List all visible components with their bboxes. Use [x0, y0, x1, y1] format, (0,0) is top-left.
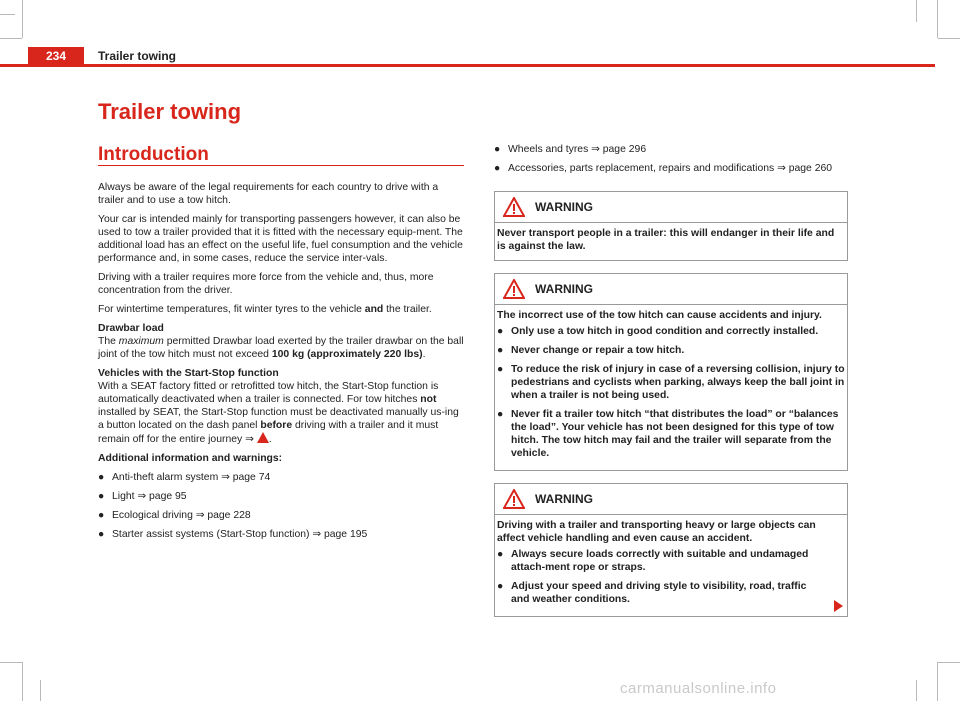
crop-mark: [0, 38, 22, 39]
crop-mark: [40, 680, 41, 701]
bullet-icon: ●: [497, 549, 504, 560]
list-item: ● Adjust your speed and driving style to visibility, road, traffic and weather conditions.: [497, 581, 807, 605]
crop-mark: [937, 662, 938, 701]
bullet-icon: ●: [98, 472, 105, 483]
warning-body: Never transport people in a trailer: this will endanger in their life and is against the law.: [497, 228, 835, 252]
paragraph: For wintertime temperatures, fit winter tyres to the vehicle and the trailer.: [98, 304, 432, 315]
list-item: [98, 471, 464, 484]
paragraph: The maximum permitted Drawbar load exerted by the trailer drawbar on the ball joint of the tow hitch must not exceed 100 kg (approximately 220 lbs).: [98, 336, 464, 360]
page-number: 234: [45, 49, 67, 63]
list-item: [98, 509, 464, 522]
section-rule: [98, 165, 464, 166]
subheading-start-stop: Vehicles with the Start-Stop function: [98, 368, 279, 379]
list-item: ● Never fit a trailer tow hitch “that distributes the load” or “balances the load”. Your vehicle has not been designed for this type of tow hitch. The tow hitch may fail and the trailer will separate from the vehicle.: [497, 409, 839, 459]
warning-title: WARNING: [535, 281, 593, 296]
warning-box: [494, 273, 848, 471]
list-item: ● Only use a tow hitch in good condition and correctly installed.: [497, 326, 819, 337]
warning-header: [495, 274, 847, 305]
crop-mark: [916, 0, 917, 22]
paragraph: Driving with a trailer requires more force from the vehicle and, thus, more concentration from the driver.: [98, 272, 434, 296]
crop-mark: [22, 662, 23, 701]
list-item: ● Never change or repair a tow hitch.: [497, 345, 685, 356]
cross-reference-link[interactable]: Ecological driving ⇒ page 228: [112, 510, 251, 521]
bullet-icon: ●: [494, 144, 501, 155]
list-item: [494, 162, 848, 175]
bullet-icon: ●: [497, 364, 504, 375]
paragraph: Your car is intended mainly for transporting passengers however, it can also be used to tow a trailer provided that it is fitted with the necessary equip-ment. The additional load has an effect on the useful life, fuel consumption and the vehicle performance and, in some cases, reduce the service inter-vals.: [98, 214, 463, 264]
bullet-icon: ●: [497, 345, 504, 356]
watermark: carmanualsonline.info: [620, 680, 777, 697]
warning-box: [494, 483, 848, 617]
header-rule: [0, 64, 935, 67]
section-title: Introduction: [98, 144, 209, 165]
warning-triangle-icon[interactable]: [257, 432, 269, 443]
cross-reference-link[interactable]: Starter assist systems (Start-Stop function) ⇒ page 195: [112, 529, 368, 540]
warning-triangle-icon: [503, 489, 525, 509]
subheading-drawbar: Drawbar load: [98, 323, 164, 334]
cross-reference-link[interactable]: Light ⇒ page 95: [112, 491, 187, 502]
left-column: [98, 181, 464, 547]
crop-mark: [916, 680, 917, 701]
warning-body: Driving with a trailer and transporting heavy or large objects can affect vehicle handling and even cause an accident. ● Always secure loads correctly with suitable and undamaged attach-ment rope or straps. ● Adjust your speed and driving style to visibility, road, traffic and weather conditions.: [495, 515, 847, 616]
warning-title: WARNING: [535, 491, 593, 506]
bullet-icon: ●: [494, 163, 501, 174]
warning-triangle-icon: [503, 197, 525, 217]
warning-header: [495, 484, 847, 515]
paragraph: With a SEAT factory fitted or retrofitted tow hitch, the Start-Stop function is automatically deactivated when a trailer is connected. For tow hitches not installed by SEAT, the Start-Stop function must be deactivated manually us-ing a button located on the dash panel before driving with a trailer and it must remain off for the entire journey ⇒ .: [98, 381, 459, 445]
running-head: Trailer towing: [98, 49, 177, 63]
cross-reference-link[interactable]: Wheels and tyres ⇒ page 296: [508, 144, 647, 155]
right-column: [494, 143, 848, 629]
warning-body: The incorrect use of the tow hitch can cause accidents and injury. ● Only use a tow hitch in good condition and correctly installed. ● Never change or repair a tow hitch. ● To reduce the risk of injury in case of a reversing collision, injury to pedestrians and cyclists when parking, always keep the ball joint in when a trailer is not being used. ● Never fit a trailer tow hitch “that distributes the load” or “balances the load”. Your vehicle has not been designed for this type of tow hitch. The tow hitch may fail and the trailer will separate from the vehicle.: [497, 310, 845, 459]
bullet-icon: ●: [98, 529, 105, 540]
bullet-icon: ●: [497, 581, 504, 592]
warning-title: WARNING: [535, 199, 593, 214]
list-item: [98, 490, 464, 503]
list-item: ● Always secure loads correctly with suitable and undamaged attach-ment rope or straps.: [497, 549, 809, 573]
warning-box: [494, 191, 848, 261]
bullet-icon: ●: [497, 409, 504, 420]
warning-triangle-icon: [503, 279, 525, 299]
bullet-icon: ●: [98, 510, 105, 521]
crop-mark: [0, 14, 15, 15]
subheading-additional-info: Additional information and warnings:: [98, 453, 283, 464]
bullet-icon: ●: [98, 491, 105, 502]
cross-reference-link[interactable]: Anti-theft alarm system ⇒ page 74: [112, 472, 271, 483]
continue-arrow-icon: [834, 600, 843, 612]
list-item: ● To reduce the risk of injury in case of a reversing collision, injury to pedestrians and cyclists when parking, always keep the ball joint in when a trailer is not being used.: [497, 364, 845, 401]
crop-mark: [938, 662, 960, 663]
warning-header: [495, 192, 847, 223]
chapter-title: Trailer towing: [98, 99, 242, 124]
crop-mark: [937, 0, 938, 38]
bullet-icon: ●: [497, 326, 504, 337]
paragraph: Always be aware of the legal requirements for each country to drive with a trailer and to use a tow hitch.: [98, 182, 439, 206]
crop-mark: [938, 38, 960, 39]
crop-mark: [0, 662, 22, 663]
cross-reference-link[interactable]: Accessories, parts replacement, repairs and modifications ⇒ page 260: [508, 163, 833, 174]
crop-mark: [22, 0, 23, 38]
list-item: [494, 143, 848, 156]
list-item: [98, 528, 464, 541]
